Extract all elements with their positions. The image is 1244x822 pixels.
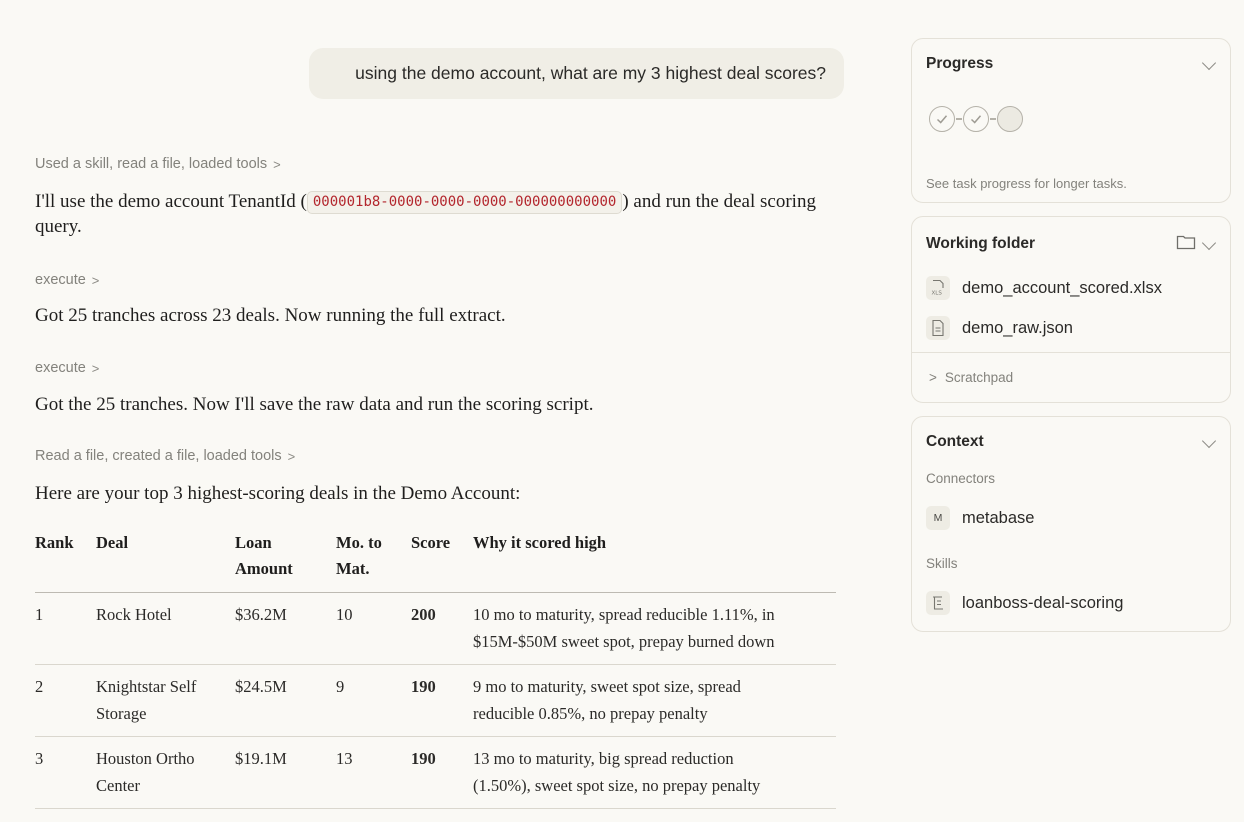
cell-deal: Houston Ortho Center	[96, 737, 235, 809]
tool-step-1-label: Used a skill, read a file, loaded tools	[35, 156, 268, 172]
header-why: Why it scored high	[473, 530, 836, 593]
cell-months: 13	[336, 737, 411, 809]
connector-metabase[interactable]	[926, 506, 1034, 530]
cell-rank: 3	[35, 737, 96, 809]
chevron-down-icon[interactable]	[1202, 56, 1216, 70]
header-months-to-maturity: Mo. to Mat.	[336, 530, 411, 593]
file-item-xlsx[interactable]	[926, 276, 1162, 300]
document-icon	[926, 316, 950, 340]
chevron-right-icon: >	[273, 156, 281, 172]
table-header-row	[35, 530, 836, 593]
progress-title: Progress	[926, 55, 994, 72]
assistant-paragraph-3: Got the 25 tranches. Now I'll save the raw data and run the scoring script.	[35, 394, 594, 415]
cell-why: 10 mo to maturity, spread reducible 1.11%, in $15M-$50M sweet spot, prepay burned down	[473, 593, 836, 665]
cell-deal: Rock Hotel	[96, 593, 235, 665]
working-folder-panel	[911, 216, 1231, 403]
file-item-json[interactable]	[926, 316, 1073, 340]
cell-rank: 1	[35, 593, 96, 665]
svg-text:XLS: XLS	[931, 290, 942, 297]
scratchpad-toggle[interactable]	[929, 370, 1013, 385]
chevron-right-icon: >	[929, 370, 937, 385]
skill-loanboss-deal-scoring[interactable]	[926, 591, 1123, 615]
step-complete-icon	[963, 106, 989, 132]
deal-scores-table	[35, 530, 836, 809]
user-message-text: using the demo account, what are my 3 highest deal scores?	[355, 63, 826, 83]
cell-months: 9	[336, 665, 411, 737]
para1-suffix: ) and run the deal scoring query.	[35, 191, 816, 237]
context-title: Context	[926, 433, 984, 450]
header-rank: Rank	[35, 530, 96, 593]
tool-step-3-label: execute	[35, 360, 86, 376]
step-pending-icon	[997, 106, 1023, 132]
cell-score: 190	[411, 737, 473, 809]
progress-steps	[929, 106, 1023, 132]
cell-why: 13 mo to maturity, big spread reduction (1.50%), sweet spot size, no prepay penalty	[473, 737, 836, 809]
working-folder-title: Working folder	[926, 235, 1036, 252]
tool-step-2-toggle[interactable]	[35, 272, 99, 288]
tenant-id-code: 000001b8-0000-0000-0000-000000000000	[307, 191, 622, 214]
assistant-paragraph-1	[35, 189, 835, 239]
header-deal: Deal	[96, 530, 235, 593]
cell-months: 10	[336, 593, 411, 665]
folder-icon[interactable]	[1176, 234, 1196, 255]
step-complete-icon	[929, 106, 955, 132]
file-name: demo_account_scored.xlsx	[962, 278, 1162, 297]
cell-amount: $24.5M	[235, 665, 336, 737]
progress-panel	[911, 38, 1231, 203]
cell-score: 200	[411, 593, 473, 665]
chevron-right-icon: >	[91, 360, 100, 376]
progress-hint: See task progress for longer tasks.	[926, 176, 1127, 191]
cell-deal: Knightstar Self Storage	[96, 665, 235, 737]
chevron-down-icon[interactable]	[1202, 434, 1216, 448]
cell-score: 190	[411, 665, 473, 737]
header-score: Score	[411, 530, 473, 593]
tool-step-4-toggle[interactable]	[35, 448, 295, 464]
tool-step-3-toggle[interactable]	[35, 360, 99, 376]
file-name: demo_raw.json	[962, 318, 1073, 337]
tool-step-4-label: Read a file, created a file, loaded tools	[35, 448, 282, 464]
chevron-right-icon: >	[287, 448, 296, 464]
chevron-down-icon[interactable]	[1202, 236, 1216, 250]
assistant-paragraph-2: Got 25 tranches across 23 deals. Now running the full extract.	[35, 305, 506, 326]
header-loan-amount: Loan Amount	[235, 530, 336, 593]
connectors-label: Connectors	[926, 471, 996, 486]
assistant-paragraph-4: Here are your top 3 highest-scoring deals in the Demo Account:	[35, 483, 521, 504]
user-message-bubble	[309, 48, 844, 99]
connector-name: metabase	[962, 508, 1035, 527]
cell-rank: 2	[35, 665, 96, 737]
tool-step-2-label: execute	[35, 272, 86, 288]
spreadsheet-icon	[926, 276, 950, 300]
table-row	[35, 737, 836, 809]
cell-why: 9 mo to maturity, sweet spot size, spread reducible 0.85%, no prepay penalty	[473, 665, 836, 737]
cell-amount: $36.2M	[235, 593, 336, 665]
table-row	[35, 665, 836, 737]
metabase-icon: M	[926, 506, 950, 530]
tool-step-1-toggle[interactable]	[35, 156, 281, 172]
scratchpad-label: Scratchpad	[944, 370, 1014, 385]
cell-amount: $19.1M	[235, 737, 336, 809]
para1-prefix: I'll use the demo account TenantId (	[35, 191, 307, 212]
skill-name: loanboss-deal-scoring	[962, 593, 1124, 612]
skill-icon	[926, 591, 950, 615]
table-row	[35, 593, 836, 665]
skills-label: Skills	[926, 556, 958, 571]
context-panel	[911, 416, 1231, 632]
chevron-right-icon: >	[91, 272, 100, 288]
